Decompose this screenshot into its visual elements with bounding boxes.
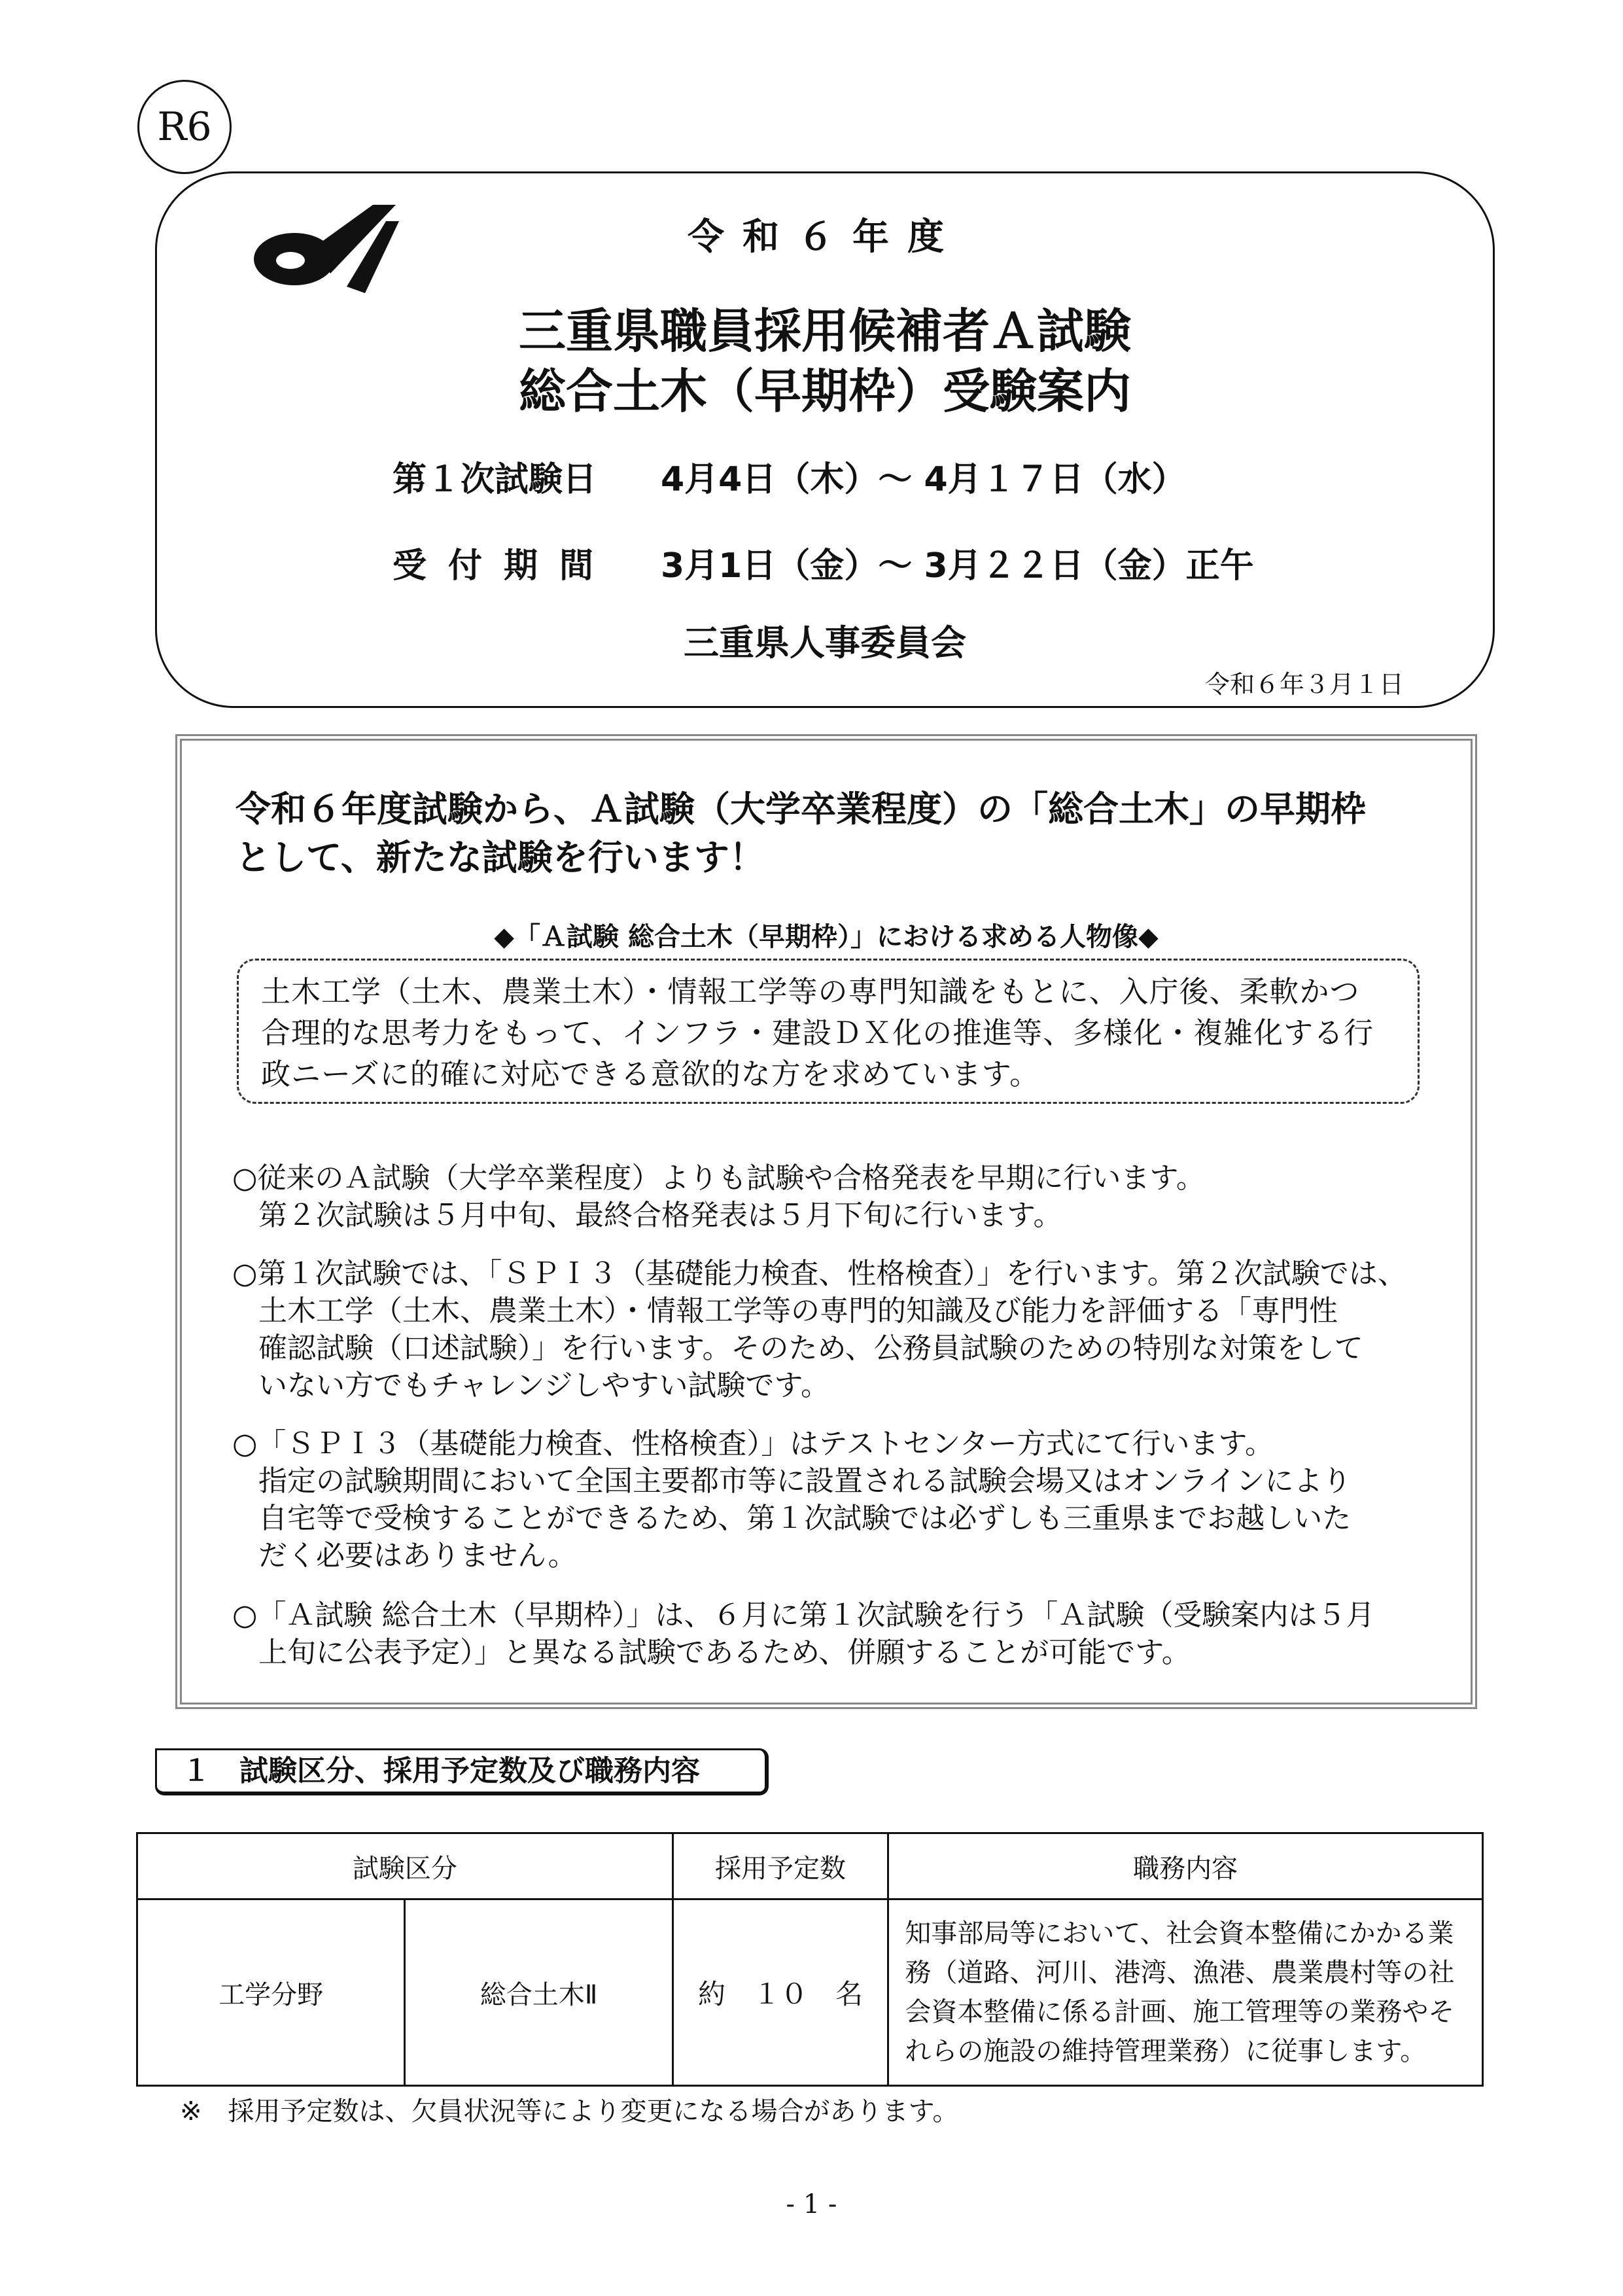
notice-headline-line: 令和６年度試験から、Ａ試験（大学卒業程度）の「総合土木」の早期枠 [236,788,1366,830]
cell-category: 総合土木Ⅱ [405,1899,672,2086]
header-category: 試験区分 [137,1833,673,1899]
persona-line: 土木工学（土木、農業土木）・情報工学等の専門知識をもとに、入庁後、柔軟かつ [261,974,1360,1009]
bullet-line: ○「Ａ試験 総合土木（早期枠）」は、６月に第１次試験を行う「Ａ試験（受験案内は５月 [232,1598,1375,1632]
persona-line: 政ニーズに的確に対応できる意欲的な方を求めています。 [261,1057,1040,1091]
duty-line: 務（道路、河川、港湾、漁港、農業農村等の社 [905,1958,1455,1988]
bullet-line: ○従来のＡ試験（大学卒業程度）よりも試験や合格発表を早期に行います。 [232,1161,1205,1195]
cell-field: 工学分野 [137,1899,405,2086]
bullet-line: いない方でもチャレンジしやすい試験です。 [258,1369,829,1402]
bullet-line: 土木工学（土木、農業土木）・情報工学等の専門的知識及び能力を評価する「専門性 [258,1294,1338,1328]
exam-dates: 4月4日（木）～ 4月１７日（水） [661,460,1186,499]
notice-headline-line: として、新たな試験を行います！ [236,837,765,878]
notice-bullet [232,1425,1462,1574]
header-planned: 採用予定数 [672,1833,888,1899]
notice-bullet [232,1597,1462,1671]
bullet-line: ○第１次試験では、「ＳＰＩ３（基礎能力検査、性格検査）」を行います。第２次試験では、 [232,1257,1406,1290]
notice-bullet [232,1159,1462,1234]
title-line-1: 三重県職員採用候補者Ａ試験 [518,304,1131,359]
fiscal-year: 令和６年度 [688,216,962,258]
title-line-2: 総合土木（早期枠）受験案内 [518,364,1131,419]
cell-duties [888,1899,1483,2086]
header-duties: 職務内容 [888,1833,1483,1899]
persona-box [237,959,1420,1104]
table-row [137,1899,1483,2086]
bullet-line: ○「ＳＰＩ３（基礎能力検査、性格検査）」はテストセンター方式にて行います。 [232,1427,1274,1460]
exam-date-row [393,451,1186,501]
bullet-line: 上旬に公表予定）」と異なる試験であるため、併願することが可能です。 [258,1636,1191,1669]
bullet-line: 指定の試験期間において全国主要都市等に設置される試験会場又はオンラインにより [258,1464,1352,1498]
issue-date: 令和６年３月１日 [1204,670,1404,699]
notice-bullet [232,1255,1462,1404]
reception-period-label: 受付期間 [393,546,616,586]
duty-line: 会資本整備に係る計画、施工管理等の業務やそ [905,1997,1455,2027]
committee-name: 三重県人事委員会 [684,622,966,663]
duty-line: れらの施設の維持管理業務）に従事します。 [905,2036,1427,2066]
bullet-line: 第２次試験は５月中旬、最終合格発表は５月下旬に行います。 [258,1199,1062,1232]
page-number: - 1 - [786,2189,837,2219]
bullet-line: 確認試験（口述試験）」を行います。そのため、公務員試験のための特別な対策をして [258,1332,1363,1365]
notice-headline [236,785,1433,882]
reception-period-row [393,538,1254,587]
r6-badge: R6 [137,80,232,174]
exam-category-table [136,1832,1484,2087]
bullet-line: 自宅等で受検することができるため、第１次試験では必ずしも三重県までお越しいた [258,1502,1352,1535]
duty-line: 知事部局等において、社会資本整備にかかる業 [905,1918,1454,1949]
persona-title: ◆「Ａ試験 総合土木（早期枠）」における求める人物像◆ [494,922,1159,952]
table-header-row [137,1833,1483,1899]
table-note: ※ 採用予定数は、欠員状況等により変更になる場合があります。 [180,2096,959,2127]
bullet-line: だく必要はありません。 [258,1539,577,1572]
exam-date-label: 第１次試験日 [393,460,597,499]
reception-dates: 3月1日（金）～ 3月２２日（金）正午 [661,546,1254,586]
cell-planned: 約 １０ 名 [672,1899,888,2086]
persona-line: 合理的な思考力をもって、インフラ・建設ＤＸ化の推進等、多様化・複雑化する行 [261,1016,1374,1050]
section-1-heading: １ 試験区分、採用予定数及び職務内容 [155,1748,769,1795]
